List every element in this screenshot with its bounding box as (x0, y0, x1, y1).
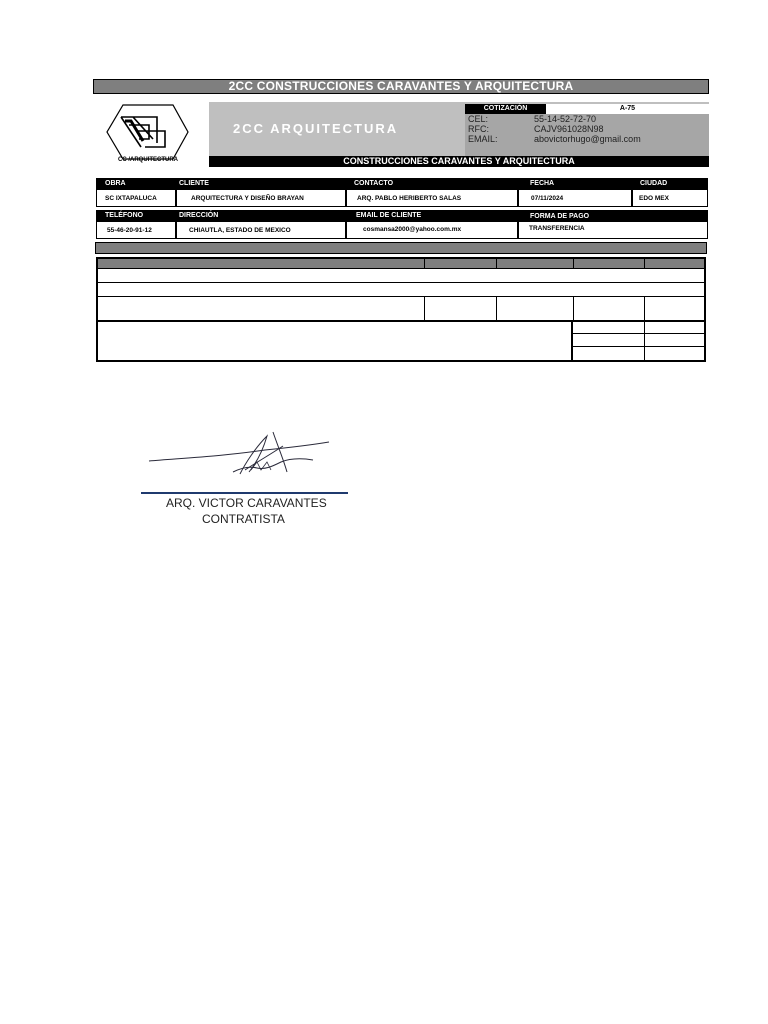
items-table (96, 257, 706, 362)
column-divider (496, 259, 497, 268)
items-table-header (98, 259, 704, 268)
cel-label: CEL: (468, 114, 489, 124)
totals-divider (571, 320, 573, 360)
row-divider (98, 320, 704, 322)
signer-role: CONTRATISTA (202, 512, 285, 526)
column-divider (573, 259, 574, 268)
fecha-value: 07/11/2024 (518, 189, 632, 207)
column-divider (424, 259, 425, 268)
quote-label: COTIZACIÓN (465, 104, 546, 114)
company-logo (93, 95, 208, 168)
totals-divider (644, 320, 645, 360)
signer-name: ARQ. VICTOR CARAVANTES (166, 496, 327, 510)
telefono-value: 55-46-20-91-12 (96, 221, 176, 239)
forma-pago-value: TRANSFERENCIA (518, 221, 708, 239)
row-divider (98, 296, 704, 297)
email-label: EMAIL: (468, 134, 498, 144)
column-divider (424, 296, 425, 321)
logo-caption: CC /ARQUITECTURA (118, 157, 178, 163)
row-divider (98, 268, 704, 269)
rfc-value: CAJV961028N98 (534, 124, 604, 134)
direccion-header: DIRECCIÓN (179, 212, 219, 219)
totals-row-divider (572, 346, 704, 347)
cel-value: 55-14-52-72-70 (534, 114, 597, 124)
email-cliente-value: cosmansa2000@yahoo.com.mx (346, 221, 518, 239)
contacto-value: ARQ. PABLO HERIBERTO SALAS (346, 189, 518, 207)
obra-header: OBRA (105, 180, 126, 187)
signature-line (141, 492, 348, 494)
cliente-value: ARQUITECTURA Y DISEÑO BRAYAN (176, 189, 346, 207)
document-title: 2CC CONSTRUCCIONES CARAVANTES Y ARQUITECTURA (93, 79, 709, 94)
column-divider (496, 296, 497, 321)
cliente-header: CLIENTE (179, 180, 209, 187)
ciudad-value: EDO MEX (632, 189, 708, 207)
fecha-header: FECHA (530, 180, 555, 187)
column-divider (644, 296, 645, 321)
forma-pago-header: FORMA DE PAGO (530, 213, 590, 220)
items-title-bar (95, 242, 707, 254)
signature-image (145, 428, 335, 490)
totals-row-divider (572, 333, 704, 334)
telefono-header: TELÉFONO (105, 212, 144, 219)
quote-number: A-75 (546, 104, 709, 114)
contacto-header: CONTACTO (354, 180, 394, 187)
email-cliente-header: EMAIL DE CLIENTE (356, 212, 422, 219)
company-subtitle: CONSTRUCCIONES CARAVANTES Y ARQUITECTURA (209, 156, 709, 167)
ciudad-header: CIUDAD (640, 180, 668, 187)
email-value: abovictorhugo@gmail.com (534, 134, 641, 144)
rfc-label: RFC: (468, 124, 489, 134)
banner-company-name: 2CC ARQUITECTURA (233, 121, 399, 136)
column-divider (644, 259, 645, 268)
direccion-value: CHIAUTLA, ESTADO DE MEXICO (176, 221, 346, 239)
column-divider (573, 296, 574, 321)
obra-value: SC IXTAPALUCA (96, 189, 176, 207)
row-divider (98, 282, 704, 283)
